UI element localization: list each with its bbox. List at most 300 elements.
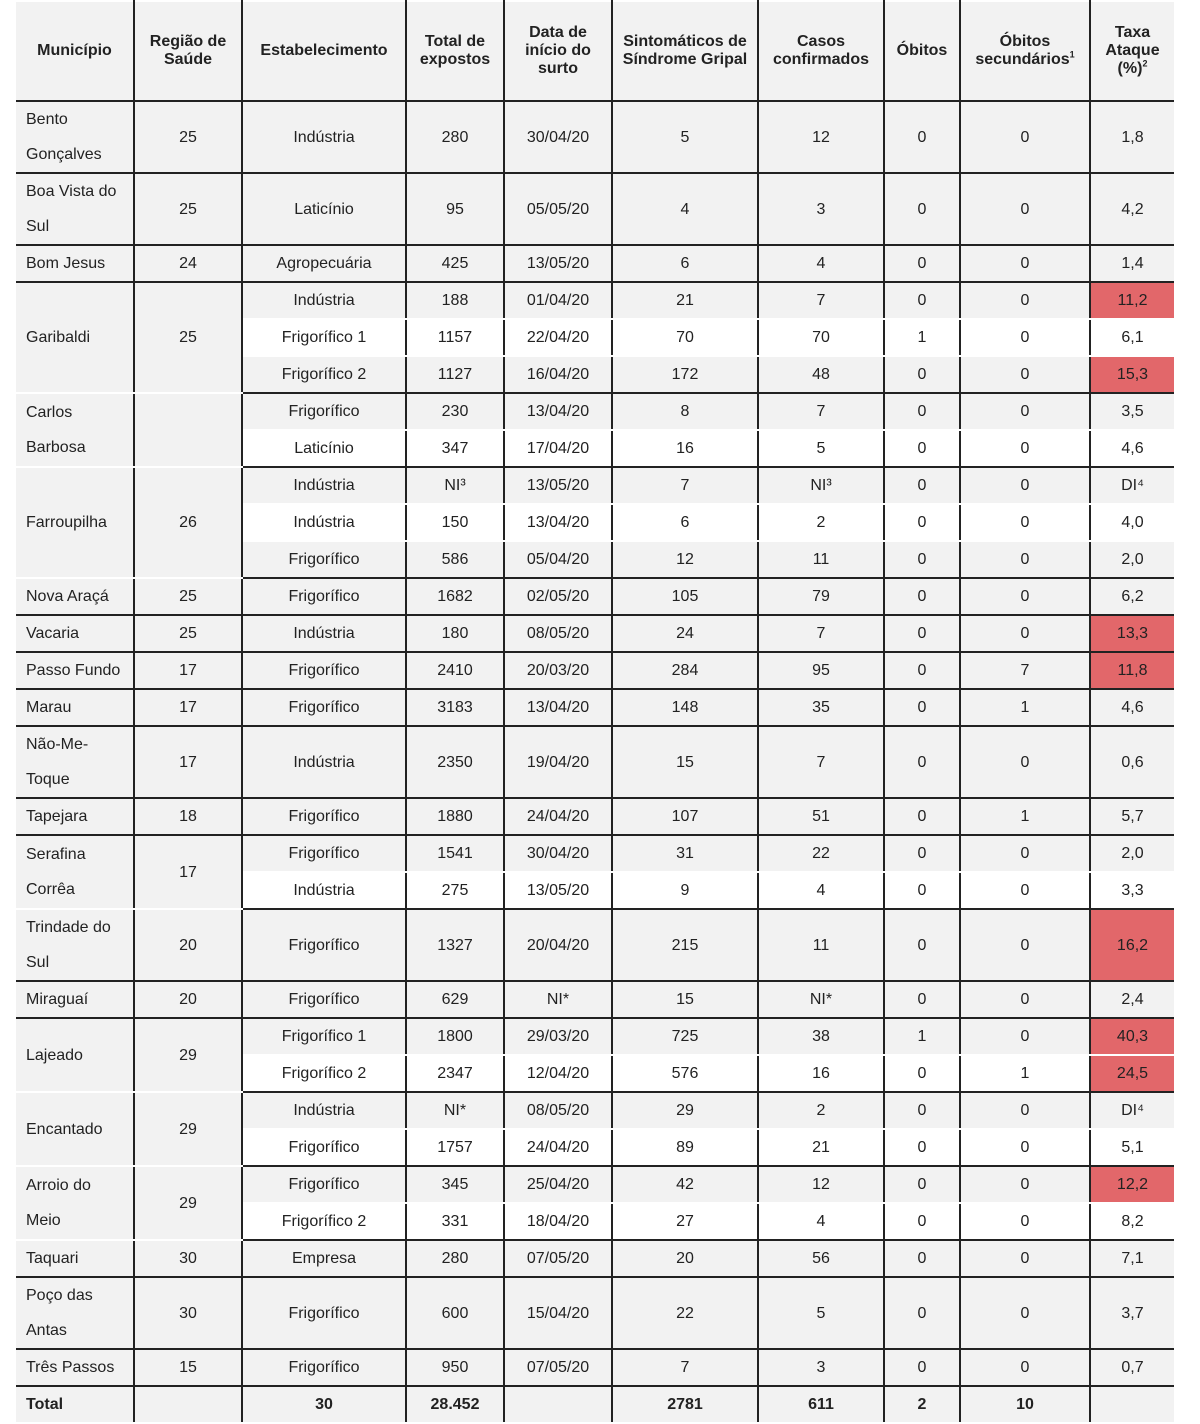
cell-taxa: 5,7 (1090, 798, 1174, 835)
cell-taxa: 3,5 (1090, 393, 1174, 430)
cell-sintomaticos: 215 (612, 909, 758, 981)
header-sintomaticos: Sintomáticos de Síndrome Gripal (612, 1, 758, 101)
cell-regiao (134, 393, 242, 467)
cell-regiao: 15 (134, 1349, 242, 1386)
cell-data-inicio: 05/05/20 (504, 173, 612, 245)
cell-taxa: 4,0 (1090, 504, 1174, 541)
cell-estabelecimento: Indústria (242, 726, 406, 798)
cell-taxa: 40,3 (1090, 1018, 1174, 1055)
cell-municipio: Arroio do Meio (16, 1166, 134, 1240)
cell-regiao: 25 (134, 615, 242, 652)
cell-total-expostos: 345 (406, 1166, 504, 1203)
cell-obitos: 0 (884, 101, 960, 173)
cell-municipio: Garibaldi (16, 282, 134, 393)
cell-estabelecimento: Frigorífico 1 (242, 1018, 406, 1055)
cell-obitos-secundarios: 0 (960, 173, 1090, 245)
cell-taxa: 2,0 (1090, 835, 1174, 872)
cell-regiao: 24 (134, 245, 242, 282)
cell-sintomaticos: 6 (612, 245, 758, 282)
cell-obitos-secundarios: 0 (960, 430, 1090, 467)
cell-regiao: 20 (134, 909, 242, 981)
cell-total-expostos: 425 (406, 245, 504, 282)
cell-total-expostos: 347 (406, 430, 504, 467)
cell-sintomaticos: 7 (612, 467, 758, 504)
cell-total-expostos: 2350 (406, 726, 504, 798)
cell-casos: 2 (758, 1092, 884, 1129)
cell-casos: 11 (758, 541, 884, 578)
cell-sintomaticos: 89 (612, 1129, 758, 1166)
cell-obitos: 0 (884, 798, 960, 835)
cell-taxa: 15,3 (1090, 356, 1174, 393)
cell-municipio: Miraguaí (16, 981, 134, 1018)
cell-data-inicio: 13/04/20 (504, 504, 612, 541)
cell-taxa: 8,2 (1090, 1203, 1174, 1240)
cell-sintomaticos: 42 (612, 1166, 758, 1203)
cell-municipio: Tapejara (16, 798, 134, 835)
cell-sintomaticos: 148 (612, 689, 758, 726)
cell-taxa: 2,4 (1090, 981, 1174, 1018)
cell-total-expostos: 280 (406, 1240, 504, 1277)
total-expostos: 28.452 (406, 1386, 504, 1423)
cell-obitos: 1 (884, 1018, 960, 1055)
cell-taxa: 3,3 (1090, 872, 1174, 909)
cell-estabelecimento: Frigorífico (242, 835, 406, 872)
cell-regiao: 18 (134, 798, 242, 835)
cell-regiao: 29 (134, 1092, 242, 1166)
cell-obitos: 0 (884, 245, 960, 282)
cell-obitos: 0 (884, 726, 960, 798)
cell-sintomaticos: 172 (612, 356, 758, 393)
cell-data-inicio: 30/04/20 (504, 101, 612, 173)
cell-municipio: Vacaria (16, 615, 134, 652)
cell-total-expostos: 188 (406, 282, 504, 319)
cell-municipio: Carlos Barbosa (16, 393, 134, 467)
cell-obitos: 0 (884, 541, 960, 578)
cell-estabelecimento: Indústria (242, 872, 406, 909)
cell-data-inicio: 20/04/20 (504, 909, 612, 981)
cell-casos: 12 (758, 1166, 884, 1203)
cell-estabelecimento: Indústria (242, 282, 406, 319)
cell-casos: 3 (758, 173, 884, 245)
cell-sintomaticos: 15 (612, 981, 758, 1018)
header-casos: Casos confirmados (758, 1, 884, 101)
cell-estabelecimento: Frigorífico (242, 652, 406, 689)
total-taxa (1090, 1386, 1174, 1423)
cell-sintomaticos: 9 (612, 872, 758, 909)
cell-taxa: 6,2 (1090, 578, 1174, 615)
table-row (16, 1092, 1174, 1129)
cell-municipio: Bento Gonçalves (16, 101, 134, 173)
cell-data-inicio: 24/04/20 (504, 1129, 612, 1166)
cell-regiao: 29 (134, 1018, 242, 1092)
cell-sintomaticos: 4 (612, 173, 758, 245)
total-estab: 30 (242, 1386, 406, 1423)
cell-estabelecimento: Frigorífico (242, 1129, 406, 1166)
cell-sintomaticos: 725 (612, 1018, 758, 1055)
cell-municipio: Boa Vista do Sul (16, 173, 134, 245)
cell-data-inicio: 18/04/20 (504, 1203, 612, 1240)
cell-taxa: 2,0 (1090, 541, 1174, 578)
cell-data-inicio: 08/05/20 (504, 1092, 612, 1129)
cell-obitos-secundarios: 0 (960, 1092, 1090, 1129)
cell-municipio: Encantado (16, 1092, 134, 1166)
cell-total-expostos: 1157 (406, 319, 504, 356)
header-taxa: Taxa Ataque (%)$^2$ (1090, 1, 1174, 101)
cell-estabelecimento: Frigorífico 2 (242, 1055, 406, 1092)
cell-casos: 12 (758, 101, 884, 173)
cell-obitos: 0 (884, 504, 960, 541)
cell-obitos-secundarios: 0 (960, 872, 1090, 909)
cell-total-expostos: 1757 (406, 1129, 504, 1166)
cell-obitos: 0 (884, 356, 960, 393)
cell-municipio: Trindade do Sul (16, 909, 134, 981)
cell-obitos-secundarios: 0 (960, 356, 1090, 393)
cell-obitos-secundarios: 1 (960, 798, 1090, 835)
cell-obitos-secundarios: 0 (960, 1203, 1090, 1240)
cell-data-inicio: 13/04/20 (504, 689, 612, 726)
cell-casos: 16 (758, 1055, 884, 1092)
cell-total-expostos: 230 (406, 393, 504, 430)
cell-obitos: 0 (884, 430, 960, 467)
cell-obitos: 0 (884, 981, 960, 1018)
cell-sintomaticos: 6 (612, 504, 758, 541)
cell-data-inicio: 13/05/20 (504, 872, 612, 909)
table-row (16, 652, 1174, 689)
cell-data-inicio: 07/05/20 (504, 1349, 612, 1386)
cell-taxa: 1,4 (1090, 245, 1174, 282)
cell-obitos: 0 (884, 1166, 960, 1203)
cell-estabelecimento: Frigorífico (242, 578, 406, 615)
cell-obitos-secundarios: 0 (960, 245, 1090, 282)
cell-obitos-secundarios: 0 (960, 615, 1090, 652)
cell-casos: 48 (758, 356, 884, 393)
total-regiao (134, 1386, 242, 1423)
cell-obitos: 0 (884, 578, 960, 615)
table-row (16, 798, 1174, 835)
cell-sintomaticos: 16 (612, 430, 758, 467)
table-row (16, 981, 1174, 1018)
cell-municipio: Nova Araçá (16, 578, 134, 615)
table-row (16, 1349, 1174, 1386)
cell-obitos-secundarios: 0 (960, 393, 1090, 430)
header-municipio: Município (16, 1, 134, 101)
cell-sintomaticos: 7 (612, 1349, 758, 1386)
cell-sintomaticos: 107 (612, 798, 758, 835)
cell-municipio: Marau (16, 689, 134, 726)
cell-sintomaticos: 29 (612, 1092, 758, 1129)
outbreak-table (16, 0, 1174, 1424)
cell-sintomaticos: 105 (612, 578, 758, 615)
cell-total-expostos: 280 (406, 101, 504, 173)
cell-taxa: 16,2 (1090, 909, 1174, 981)
cell-estabelecimento: Frigorífico 1 (242, 319, 406, 356)
cell-data-inicio: 20/03/20 (504, 652, 612, 689)
table-row (16, 726, 1174, 798)
cell-data-inicio: 01/04/20 (504, 282, 612, 319)
cell-total-expostos: 629 (406, 981, 504, 1018)
cell-obitos: 0 (884, 652, 960, 689)
cell-obitos-secundarios: 0 (960, 1166, 1090, 1203)
cell-obitos: 0 (884, 1129, 960, 1166)
cell-regiao: 30 (134, 1277, 242, 1349)
cell-regiao: 25 (134, 578, 242, 615)
cell-obitos: 0 (884, 1203, 960, 1240)
cell-casos: 7 (758, 282, 884, 319)
cell-obitos-secundarios: 0 (960, 319, 1090, 356)
cell-total-expostos: 1541 (406, 835, 504, 872)
cell-data-inicio: 25/04/20 (504, 1166, 612, 1203)
cell-obitos: 0 (884, 872, 960, 909)
cell-obitos: 0 (884, 615, 960, 652)
cell-estabelecimento: Frigorífico 2 (242, 1203, 406, 1240)
cell-data-inicio: 02/05/20 (504, 578, 612, 615)
cell-estabelecimento: Frigorífico (242, 909, 406, 981)
cell-obitos: 0 (884, 689, 960, 726)
cell-total-expostos: NI³ (406, 467, 504, 504)
cell-obitos-secundarios: 0 (960, 504, 1090, 541)
cell-estabelecimento: Frigorífico (242, 1166, 406, 1203)
cell-municipio: Serafina Corrêa (16, 835, 134, 909)
cell-sintomaticos: 31 (612, 835, 758, 872)
cell-casos: NI* (758, 981, 884, 1018)
cell-regiao: 25 (134, 173, 242, 245)
cell-data-inicio: 29/03/20 (504, 1018, 612, 1055)
cell-data-inicio: 30/04/20 (504, 835, 612, 872)
cell-taxa: 13,3 (1090, 615, 1174, 652)
header-obitos-secundarios: Óbitos secundários$^1$ (960, 1, 1090, 101)
cell-estabelecimento: Laticínio (242, 173, 406, 245)
cell-casos: 7 (758, 393, 884, 430)
total-label: Total (16, 1386, 134, 1423)
cell-obitos-secundarios: 0 (960, 835, 1090, 872)
cell-obitos: 0 (884, 1349, 960, 1386)
cell-estabelecimento: Indústria (242, 101, 406, 173)
cell-estabelecimento: Indústria (242, 467, 406, 504)
cell-estabelecimento: Frigorífico (242, 689, 406, 726)
header-regiao: Região de Saúde (134, 1, 242, 101)
cell-taxa: 4,6 (1090, 689, 1174, 726)
cell-total-expostos: 331 (406, 1203, 504, 1240)
cell-casos: 3 (758, 1349, 884, 1386)
cell-sintomaticos: 21 (612, 282, 758, 319)
cell-data-inicio: 24/04/20 (504, 798, 612, 835)
table-row (16, 1277, 1174, 1349)
cell-estabelecimento: Indústria (242, 504, 406, 541)
total-sint: 2781 (612, 1386, 758, 1423)
cell-casos: 4 (758, 1203, 884, 1240)
cell-taxa: 5,1 (1090, 1129, 1174, 1166)
cell-taxa: 6,1 (1090, 319, 1174, 356)
table-row (16, 282, 1174, 319)
cell-estabelecimento: Laticínio (242, 430, 406, 467)
cell-obitos-secundarios: 0 (960, 1129, 1090, 1166)
cell-data-inicio: 08/05/20 (504, 615, 612, 652)
table-row (16, 1018, 1174, 1055)
cell-estabelecimento: Frigorífico (242, 541, 406, 578)
header-data-inicio: Data de início do surto (504, 1, 612, 101)
cell-total-expostos: NI* (406, 1092, 504, 1129)
total-obsec: 10 (960, 1386, 1090, 1423)
cell-obitos-secundarios: 0 (960, 467, 1090, 504)
cell-casos: 51 (758, 798, 884, 835)
cell-municipio: Poço das Antas (16, 1277, 134, 1349)
cell-data-inicio: 16/04/20 (504, 356, 612, 393)
cell-taxa: DI⁴ (1090, 467, 1174, 504)
cell-total-expostos: 150 (406, 504, 504, 541)
cell-sintomaticos: 24 (612, 615, 758, 652)
cell-casos: 35 (758, 689, 884, 726)
cell-regiao: 17 (134, 835, 242, 909)
cell-total-expostos: 1800 (406, 1018, 504, 1055)
cell-sintomaticos: 576 (612, 1055, 758, 1092)
cell-data-inicio: 22/04/20 (504, 319, 612, 356)
cell-regiao: 17 (134, 652, 242, 689)
cell-casos: 95 (758, 652, 884, 689)
cell-data-inicio: NI* (504, 981, 612, 1018)
header-total-expostos: Total de expostos (406, 1, 504, 101)
cell-obitos: 0 (884, 909, 960, 981)
cell-regiao: 25 (134, 101, 242, 173)
cell-taxa: 0,6 (1090, 726, 1174, 798)
cell-obitos-secundarios: 0 (960, 578, 1090, 615)
cell-estabelecimento: Frigorífico (242, 1277, 406, 1349)
cell-sintomaticos: 284 (612, 652, 758, 689)
cell-taxa: 0,7 (1090, 1349, 1174, 1386)
header-obitos: Óbitos (884, 1, 960, 101)
cell-obitos-secundarios: 7 (960, 652, 1090, 689)
cell-estabelecimento: Frigorífico 2 (242, 356, 406, 393)
cell-casos: 4 (758, 872, 884, 909)
header-row (16, 1, 1174, 101)
cell-regiao: 26 (134, 467, 242, 578)
cell-data-inicio: 17/04/20 (504, 430, 612, 467)
cell-casos: 7 (758, 726, 884, 798)
cell-data-inicio: 19/04/20 (504, 726, 612, 798)
cell-sintomaticos: 5 (612, 101, 758, 173)
cell-obitos-secundarios: 1 (960, 689, 1090, 726)
cell-casos: NI³ (758, 467, 884, 504)
cell-data-inicio: 13/05/20 (504, 467, 612, 504)
cell-municipio: Lajeado (16, 1018, 134, 1092)
cell-obitos: 0 (884, 1055, 960, 1092)
cell-municipio: Não-Me-Toque (16, 726, 134, 798)
cell-obitos-secundarios: 0 (960, 981, 1090, 1018)
cell-obitos-secundarios: 0 (960, 101, 1090, 173)
cell-casos: 22 (758, 835, 884, 872)
cell-sintomaticos: 12 (612, 541, 758, 578)
cell-casos: 11 (758, 909, 884, 981)
total-obitos: 2 (884, 1386, 960, 1423)
cell-municipio: Três Passos (16, 1349, 134, 1386)
cell-obitos-secundarios: 0 (960, 909, 1090, 981)
cell-taxa: 4,2 (1090, 173, 1174, 245)
cell-total-expostos: 950 (406, 1349, 504, 1386)
cell-taxa: 4,6 (1090, 430, 1174, 467)
total-data (504, 1386, 612, 1423)
table-row (16, 245, 1174, 282)
cell-data-inicio: 13/05/20 (504, 245, 612, 282)
cell-taxa: 11,2 (1090, 282, 1174, 319)
table-row (16, 615, 1174, 652)
cell-municipio: Farroupilha (16, 467, 134, 578)
total-row (16, 1386, 1174, 1423)
cell-obitos-secundarios: 0 (960, 1240, 1090, 1277)
cell-regiao: 29 (134, 1166, 242, 1240)
cell-casos: 38 (758, 1018, 884, 1055)
cell-obitos-secundarios: 0 (960, 1349, 1090, 1386)
cell-taxa: DI⁴ (1090, 1092, 1174, 1129)
cell-casos: 2 (758, 504, 884, 541)
cell-estabelecimento: Agropecuária (242, 245, 406, 282)
table-row (16, 1240, 1174, 1277)
cell-data-inicio: 13/04/20 (504, 393, 612, 430)
cell-obitos: 1 (884, 319, 960, 356)
cell-casos: 7 (758, 615, 884, 652)
cell-casos: 79 (758, 578, 884, 615)
cell-total-expostos: 2347 (406, 1055, 504, 1092)
table-row (16, 467, 1174, 504)
cell-casos: 56 (758, 1240, 884, 1277)
total-casos: 611 (758, 1386, 884, 1423)
cell-total-expostos: 1127 (406, 356, 504, 393)
table-body (16, 101, 1174, 1386)
cell-casos: 4 (758, 245, 884, 282)
cell-obitos: 0 (884, 282, 960, 319)
cell-obitos: 0 (884, 393, 960, 430)
cell-sintomaticos: 22 (612, 1277, 758, 1349)
header-estabelecimento: Estabelecimento (242, 1, 406, 101)
cell-data-inicio: 15/04/20 (504, 1277, 612, 1349)
cell-obitos-secundarios: 0 (960, 541, 1090, 578)
table-row (16, 1166, 1174, 1203)
cell-total-expostos: 95 (406, 173, 504, 245)
table-row (16, 393, 1174, 430)
cell-regiao: 17 (134, 726, 242, 798)
cell-total-expostos: 275 (406, 872, 504, 909)
cell-casos: 70 (758, 319, 884, 356)
cell-total-expostos: 600 (406, 1277, 504, 1349)
cell-sintomaticos: 27 (612, 1203, 758, 1240)
cell-total-expostos: 1682 (406, 578, 504, 615)
table-row (16, 101, 1174, 173)
cell-data-inicio: 05/04/20 (504, 541, 612, 578)
cell-total-expostos: 1327 (406, 909, 504, 981)
cell-data-inicio: 12/04/20 (504, 1055, 612, 1092)
cell-estabelecimento: Indústria (242, 1092, 406, 1129)
cell-obitos: 0 (884, 467, 960, 504)
cell-estabelecimento: Frigorífico (242, 981, 406, 1018)
cell-total-expostos: 180 (406, 615, 504, 652)
cell-obitos: 0 (884, 173, 960, 245)
cell-estabelecimento: Empresa (242, 1240, 406, 1277)
cell-obitos-secundarios: 1 (960, 1055, 1090, 1092)
cell-estabelecimento: Frigorífico (242, 798, 406, 835)
cell-taxa: 3,7 (1090, 1277, 1174, 1349)
cell-estabelecimento: Indústria (242, 615, 406, 652)
table-row (16, 689, 1174, 726)
cell-obitos: 0 (884, 1277, 960, 1349)
cell-obitos-secundarios: 0 (960, 282, 1090, 319)
cell-obitos-secundarios: 0 (960, 726, 1090, 798)
cell-sintomaticos: 8 (612, 393, 758, 430)
table-row (16, 835, 1174, 872)
cell-taxa: 1,8 (1090, 101, 1174, 173)
table-row (16, 173, 1174, 245)
cell-sintomaticos: 15 (612, 726, 758, 798)
cell-regiao: 20 (134, 981, 242, 1018)
cell-taxa: 12,2 (1090, 1166, 1174, 1203)
cell-data-inicio: 07/05/20 (504, 1240, 612, 1277)
